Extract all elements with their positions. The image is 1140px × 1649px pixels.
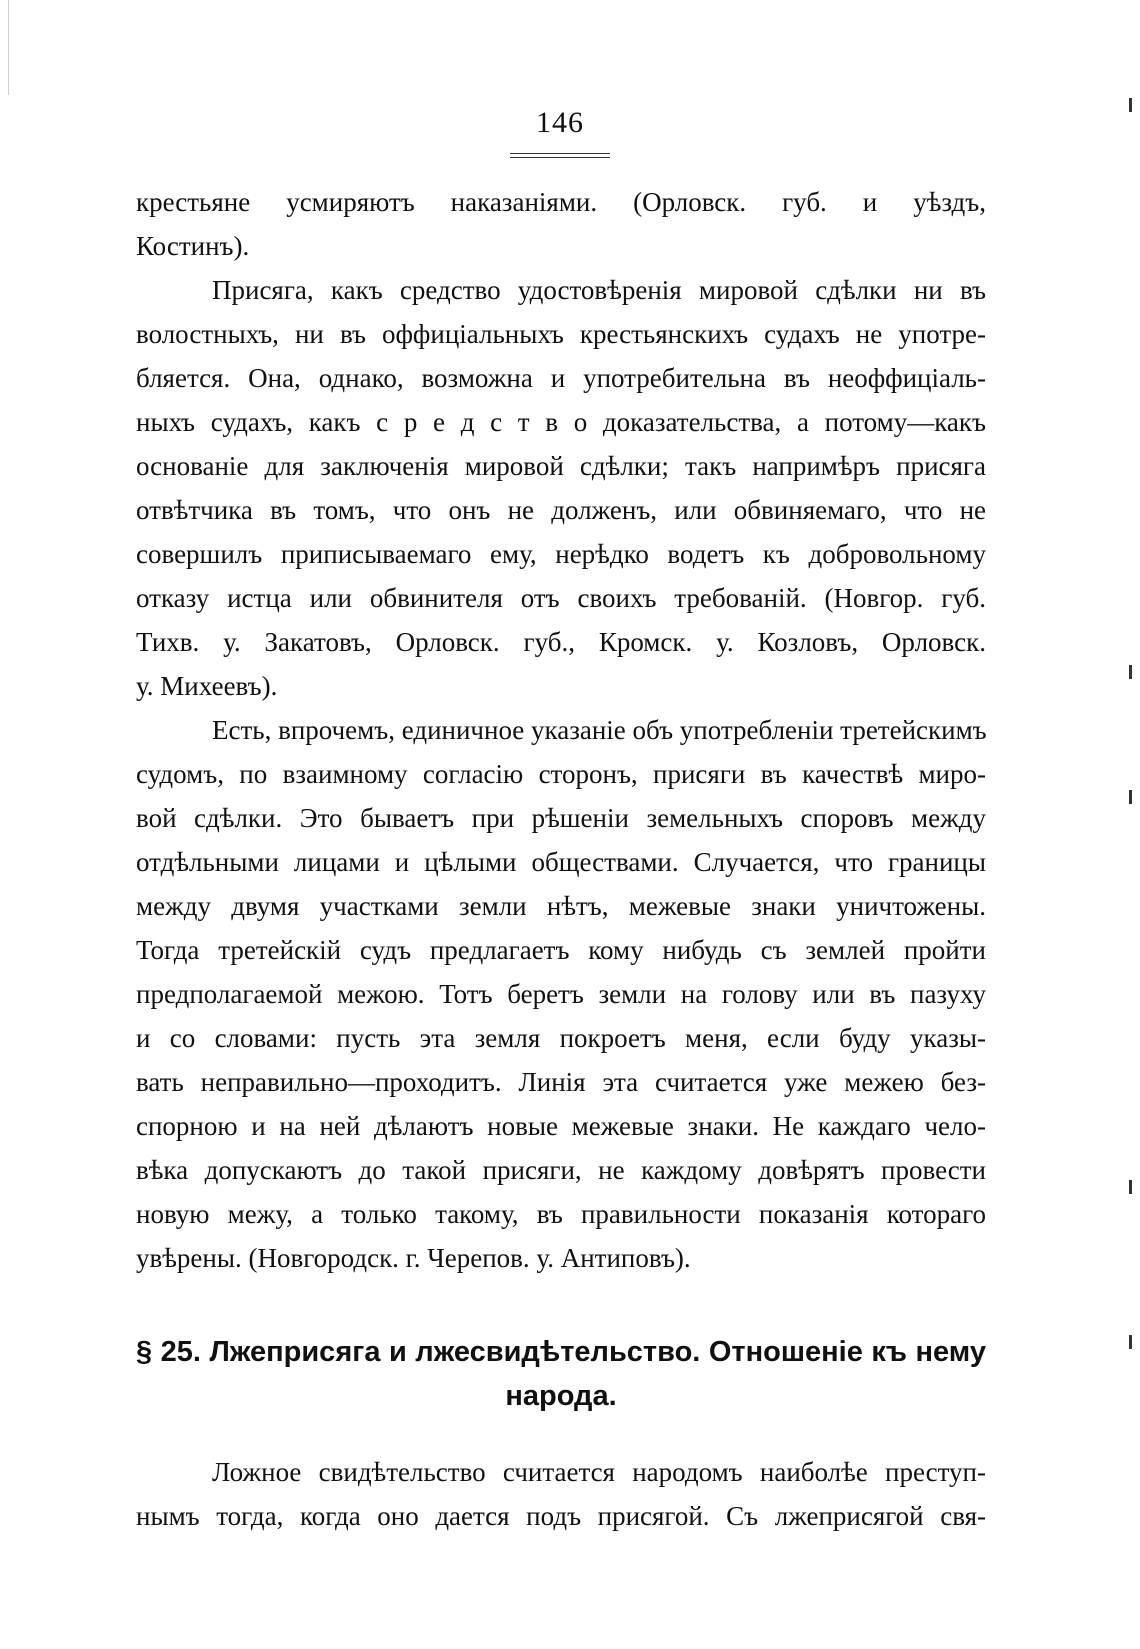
page-edge-line bbox=[8, 0, 9, 95]
text-line: основаніе для заключенія мировой сдѣлки; такъ напримѣръ присяга bbox=[136, 451, 986, 481]
text-line: между двумя участками земли нѣтъ, межевые знаки уничтожены. bbox=[136, 891, 986, 921]
text-line: нымъ тогда, когда оно дается подъ присягой. Съ лжеприсягой свя- bbox=[136, 1501, 986, 1531]
text-line: вѣка допускаютъ до такой присяги, не каждому довѣрятъ провести bbox=[136, 1155, 986, 1185]
text-line: спорною и на ней дѣлаютъ новые межевые знаки. Не каждаго чело- bbox=[136, 1111, 986, 1141]
text-line: Тихв. у. Закатовъ, Орловск. губ., Кромск. у. Козловъ, Орловск. bbox=[136, 627, 986, 657]
text-line: увѣрены. (Новгородск. г. Черепов. у. Антиповъ). bbox=[136, 1243, 691, 1273]
text-line: Есть, впрочемъ, единичное указаніе объ употребленіи третейскимъ bbox=[212, 715, 987, 745]
text-line: предполагаемой межою. Тотъ беретъ земли на голову или въ пазуху bbox=[136, 979, 986, 1009]
section-text bbox=[136, 1450, 986, 1538]
text-line: крестьяне усмиряютъ наказаніями. (Орловск. губ. и уѣздъ, bbox=[136, 187, 986, 217]
text-line: волостныхъ, ни въ оффиціальныхъ крестьянскихъ судахъ не употре- bbox=[136, 319, 986, 349]
text-line: отвѣтчика въ томъ, что онъ не долженъ, или обвиняемаго, что не bbox=[136, 495, 986, 525]
text-line: у. Михеевъ). bbox=[136, 671, 278, 701]
page-number: 146 bbox=[536, 106, 584, 139]
section-heading bbox=[136, 1330, 986, 1418]
margin-mark bbox=[1129, 1180, 1132, 1194]
text-line: отдѣльными лицами и цѣлыми обществами. Случается, что границы bbox=[136, 847, 986, 877]
text-line: вать неправильно—проходитъ. Линія эта считается уже межею без- bbox=[136, 1067, 986, 1097]
page-number-rule bbox=[510, 153, 610, 154]
section-heading-line: § 25. Лжеприсяга и лжесвидѣтельство. Отношеніе къ нему bbox=[136, 1336, 986, 1368]
text-line: совершилъ приписываемаго ему, нерѣдко водетъ къ добровольному bbox=[136, 539, 986, 569]
page-number-rule bbox=[510, 157, 610, 158]
text-line: отказу истца или обвинителя отъ своихъ требованій. (Новгор. губ. bbox=[136, 583, 986, 613]
margin-mark bbox=[1129, 98, 1132, 112]
text-line: вой сдѣлки. Это бываетъ при рѣшеніи земельныхъ споровъ между bbox=[136, 803, 986, 833]
text-line: Присяга, какъ средство удостовѣренія мировой сдѣлки ни въ bbox=[212, 275, 986, 305]
text-line: новую межу, а только такому, въ правильности показанія котораго bbox=[136, 1199, 986, 1229]
text-line: бляется. Она, однако, возможна и употребительна въ неоффиціаль- bbox=[136, 363, 986, 393]
margin-mark bbox=[1129, 1335, 1132, 1349]
text-line: Ложное свидѣтельство считается народомъ наиболѣе преступ- bbox=[212, 1457, 986, 1487]
margin-mark bbox=[1129, 665, 1132, 679]
text-line: Костинъ). bbox=[136, 231, 250, 261]
section-heading-line: народа. bbox=[505, 1380, 617, 1412]
text-line: судомъ, по взаимному согласію сторонъ, присяги въ качествѣ миро- bbox=[136, 759, 986, 789]
text-line: ныхъ судахъ, какъ с р е д с т в о доказательства, а потому—какъ bbox=[136, 407, 986, 437]
margin-mark bbox=[1129, 790, 1132, 804]
text-line: Тогда третейскій судъ предлагаетъ кому нибудь съ землей пройти bbox=[136, 935, 986, 965]
main-text bbox=[136, 180, 986, 1280]
text-line: и со словами: пусть эта земля покроетъ меня, если буду указы- bbox=[136, 1023, 986, 1053]
